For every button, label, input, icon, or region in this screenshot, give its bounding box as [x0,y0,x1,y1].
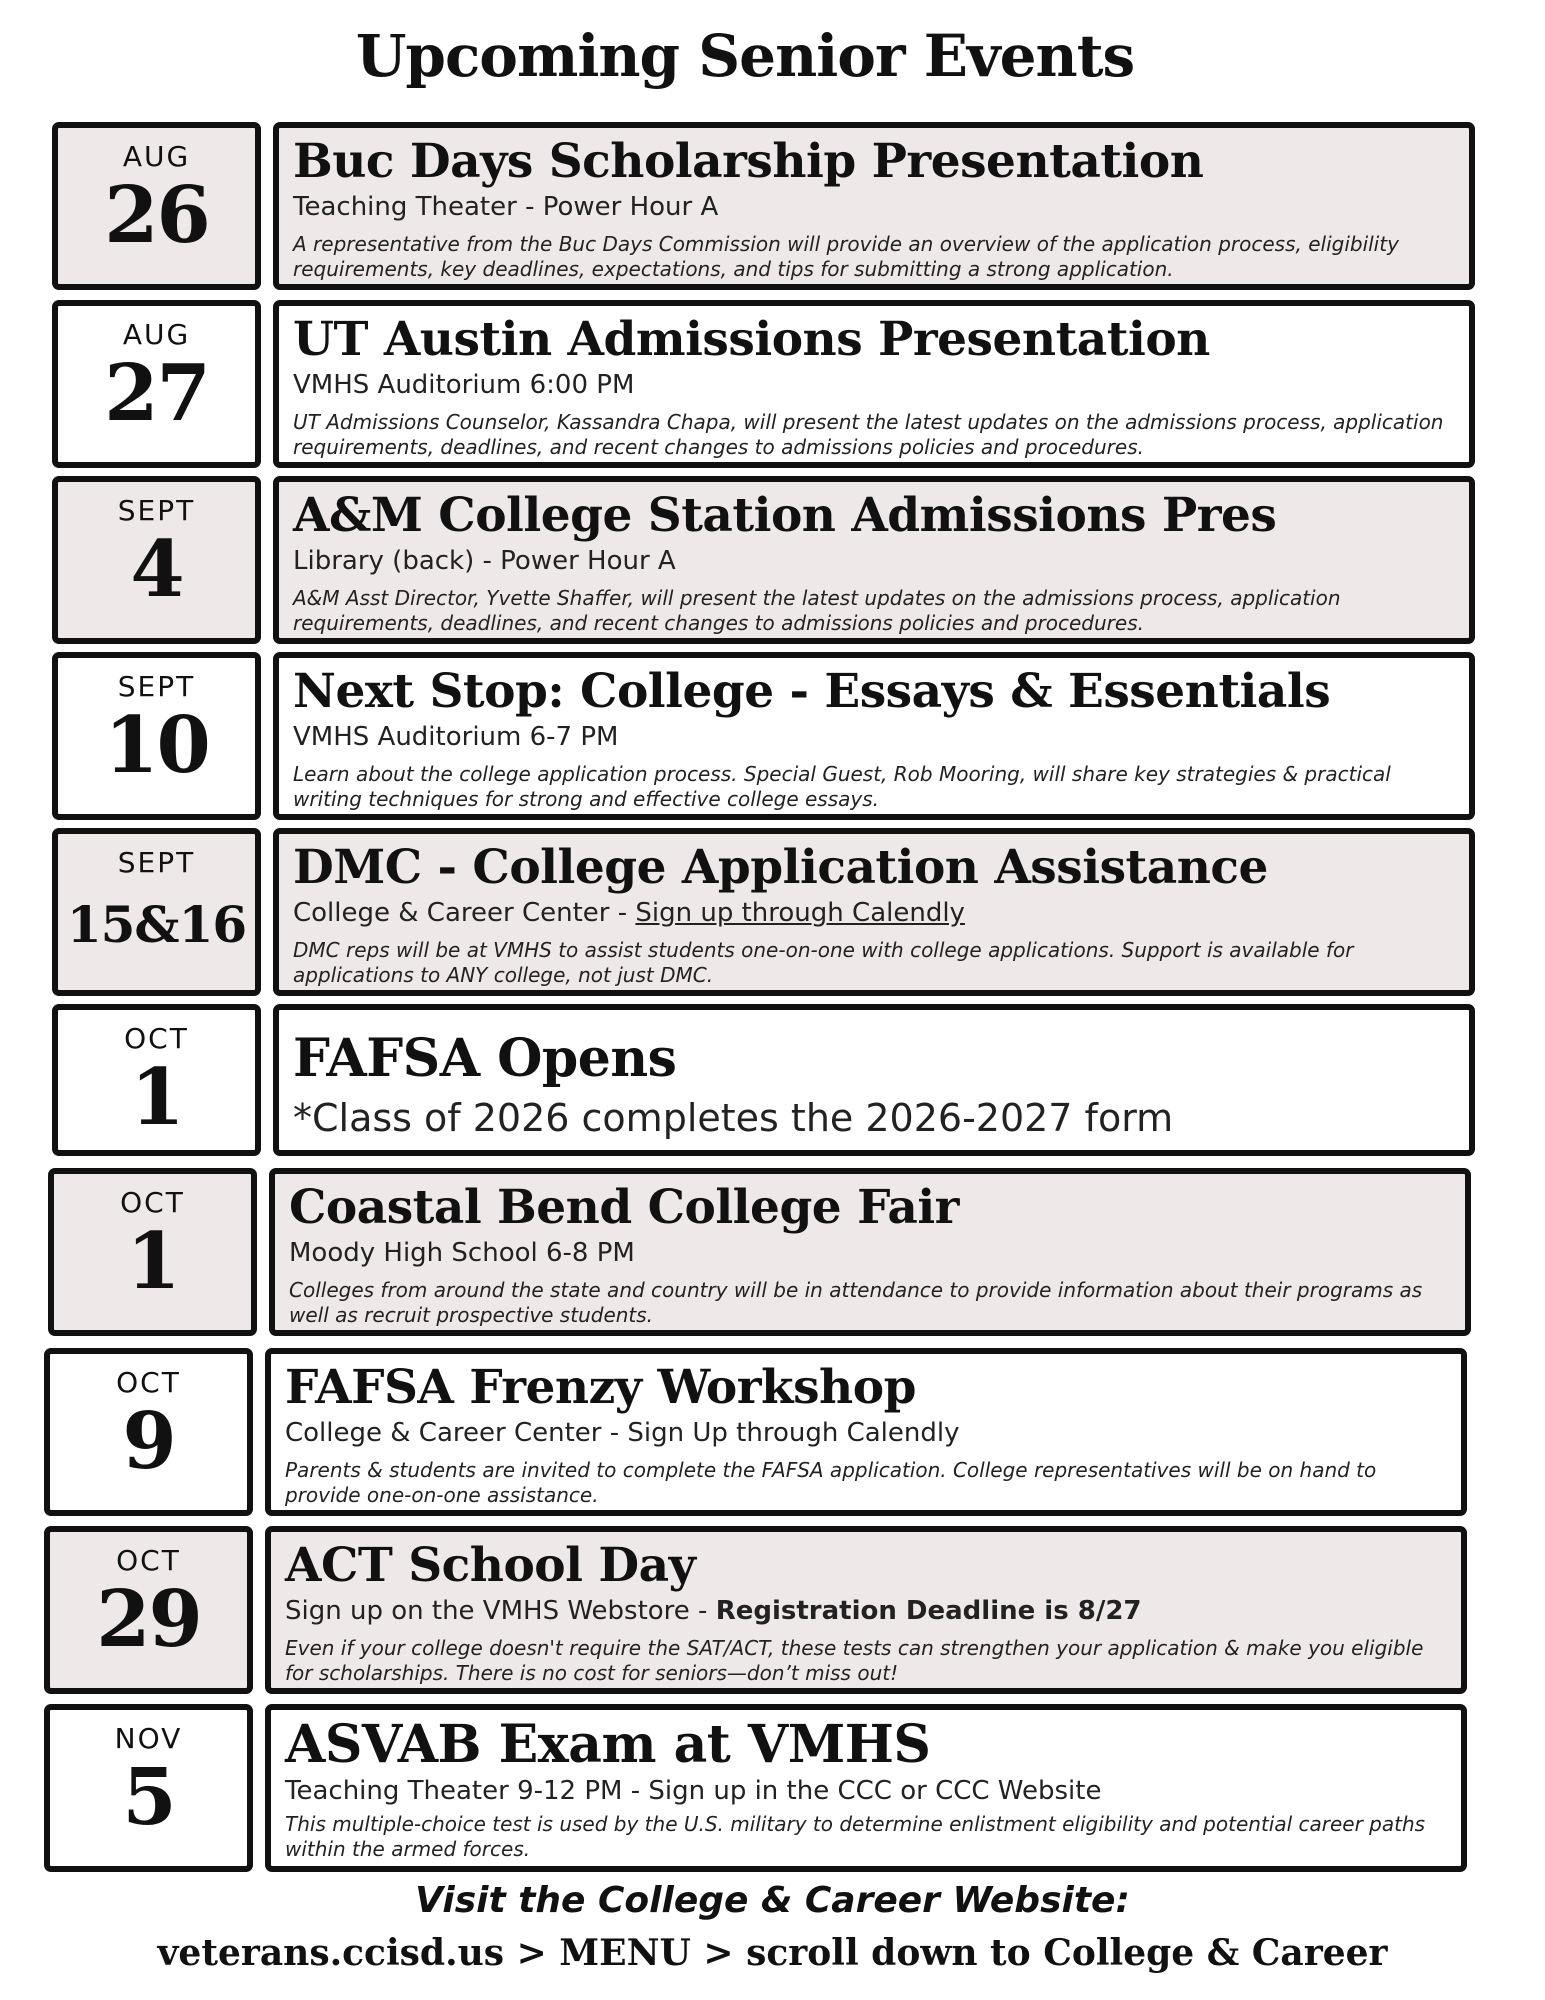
date-box [44,1348,253,1516]
event-day: 27 [104,348,209,439]
event-title: Buc Days Scholarship Presentation [293,134,1204,189]
event-day: 5 [122,1752,175,1843]
event-details [273,122,1475,290]
event-details [273,828,1475,996]
event-month: OCT [124,1022,189,1055]
event-details [273,652,1475,820]
event-title: ACT School Day [285,1538,696,1593]
event-day: 10 [104,700,209,791]
date-box [44,1526,253,1694]
date-box [44,1704,253,1872]
event-day: 1 [126,1216,179,1307]
event-title: Coastal Bend College Fair [289,1180,959,1235]
event-month: OCT [116,1544,181,1577]
event-details [273,300,1475,468]
event-details [269,1168,1471,1336]
event-title: A&M College Station Admissions Pres [293,488,1277,543]
event-details [265,1348,1467,1516]
event-description: UT Admissions Counselor, Kassandra Chapa, will present the latest updates on the admissions process, application requirements, deadlines, and recent changes to admissions policies and procedures. [293,410,1444,459]
footer-heading: Visit the College & Career Website: [415,1880,1130,1921]
event-day: 1 [130,1052,183,1143]
event-description: This multiple-choice test is used by the U.S. military to determine enlistment eligibility and potential career paths within the armed forces. [285,1812,1426,1861]
event-description: A representative from the Buc Days Commission will provide an overview of the application process, eligibility requirements, key deadlines, expectations, and tips for submitting a strong application. [293,232,1399,281]
event-day: 26 [104,170,209,261]
event-location [285,1594,1447,1628]
event-note: *Class of 2026 completes the 2026-2027 form [293,1096,1174,1140]
event-month: SEPT [117,846,196,879]
calendly-signup-link[interactable]: Sign up through Calendly [635,898,965,928]
event-location: VMHS Auditorium 6:00 PM [293,370,635,400]
event-month: NOV [114,1722,183,1755]
event-title: Next Stop: College - Essays & Essentials [293,664,1331,719]
event-location: Teaching Theater - Power Hour A [293,192,719,222]
event-details [265,1704,1467,1872]
event-month: SEPT [117,670,196,703]
event-details [273,476,1475,644]
event-month: OCT [120,1186,185,1219]
event-location: Library (back) - Power Hour A [293,546,676,576]
event-day: 15&16 [66,895,247,954]
event-location: Teaching Theater 9-12 PM - Sign up in the CCC or CCC Website [285,1776,1102,1806]
page-title: Upcoming Senior Events [355,22,1135,90]
date-box [52,122,261,290]
location-text: Sign up on the VMHS Webstore - [285,1596,716,1626]
event-month: OCT [116,1366,181,1399]
event-month: AUG [122,140,191,173]
event-location: Moody High School 6-8 PM [289,1238,635,1268]
location-text: College & Career Center - [293,898,636,928]
event-description: A&M Asst Director, Yvette Shaffer, will present the latest updates on the admissions process, application requirements, deadlines, and recent changes to admissions policies and procedures. [293,586,1341,635]
event-day: 4 [130,524,183,615]
event-title: UT Austin Admissions Presentation [293,312,1210,367]
event-description: Even if your college doesn't require the SAT/ACT, these tests can strengthen your application & make you eligible for scholarships. There is no cost for seniors—don’t miss out! [285,1636,1424,1685]
event-details [273,1004,1475,1156]
date-box [52,652,261,820]
event-description: DMC reps will be at VMHS to assist students one-on-one with college applications. Support is available for applications to ANY college, not just DMC. [293,938,1354,987]
footer-website-path[interactable]: veterans.ccisd.us > MENU > scroll down to College & Career [157,1932,1388,1974]
date-box [52,1004,261,1156]
event-location: VMHS Auditorium 6-7 PM [293,722,619,752]
date-box [52,300,261,468]
event-title: FAFSA Frenzy Workshop [285,1360,916,1415]
date-box [48,1168,257,1336]
event-day: 29 [96,1574,201,1665]
date-box [52,828,261,996]
registration-deadline: Registration Deadline is 8/27 [715,1596,1142,1626]
event-description: Parents & students are invited to complete the FAFSA application. College representatives will be on hand to provide one-on-one assistance. [285,1458,1377,1507]
event-title: DMC - College Application Assistance [293,840,1268,895]
event-month: AUG [122,318,191,351]
event-title: ASVAB Exam at VMHS [285,1714,931,1775]
event-location [293,896,1455,930]
event-location: College & Career Center - Sign Up through Calendly [285,1418,960,1448]
event-day: 9 [122,1396,175,1487]
event-title: FAFSA Opens [293,1028,677,1089]
date-box [52,476,261,644]
event-details [265,1526,1467,1694]
event-description: Learn about the college application process. Special Guest, Rob Mooring, will share key strategies & practical writing techniques for strong and effective college essays. [293,762,1391,811]
event-description: Colleges from around the state and country will be in attendance to provide information about their programs as well as recruit prospective students. [289,1278,1423,1327]
event-month: SEPT [117,494,196,527]
